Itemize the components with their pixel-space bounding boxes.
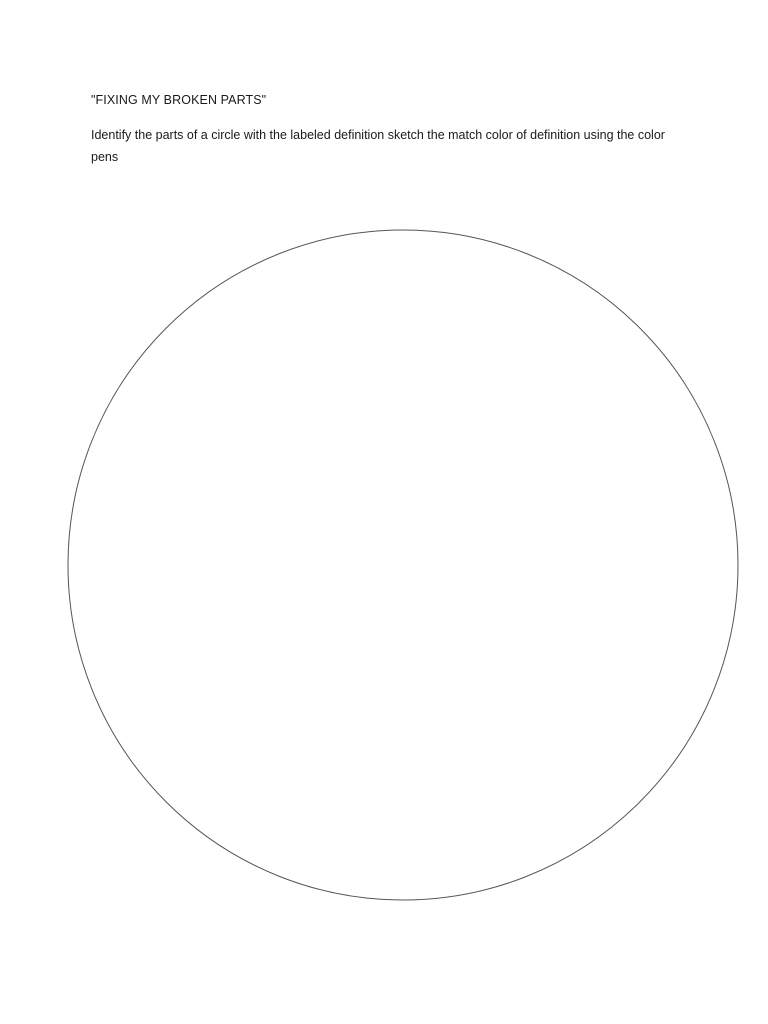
blank-circle-outline xyxy=(68,230,738,900)
worksheet-instructions: Identify the parts of a circle with the labeled definition sketch the match color of definition using the color pens xyxy=(91,128,665,164)
worksheet-title: "FIXING MY BROKEN PARTS" xyxy=(91,93,267,107)
